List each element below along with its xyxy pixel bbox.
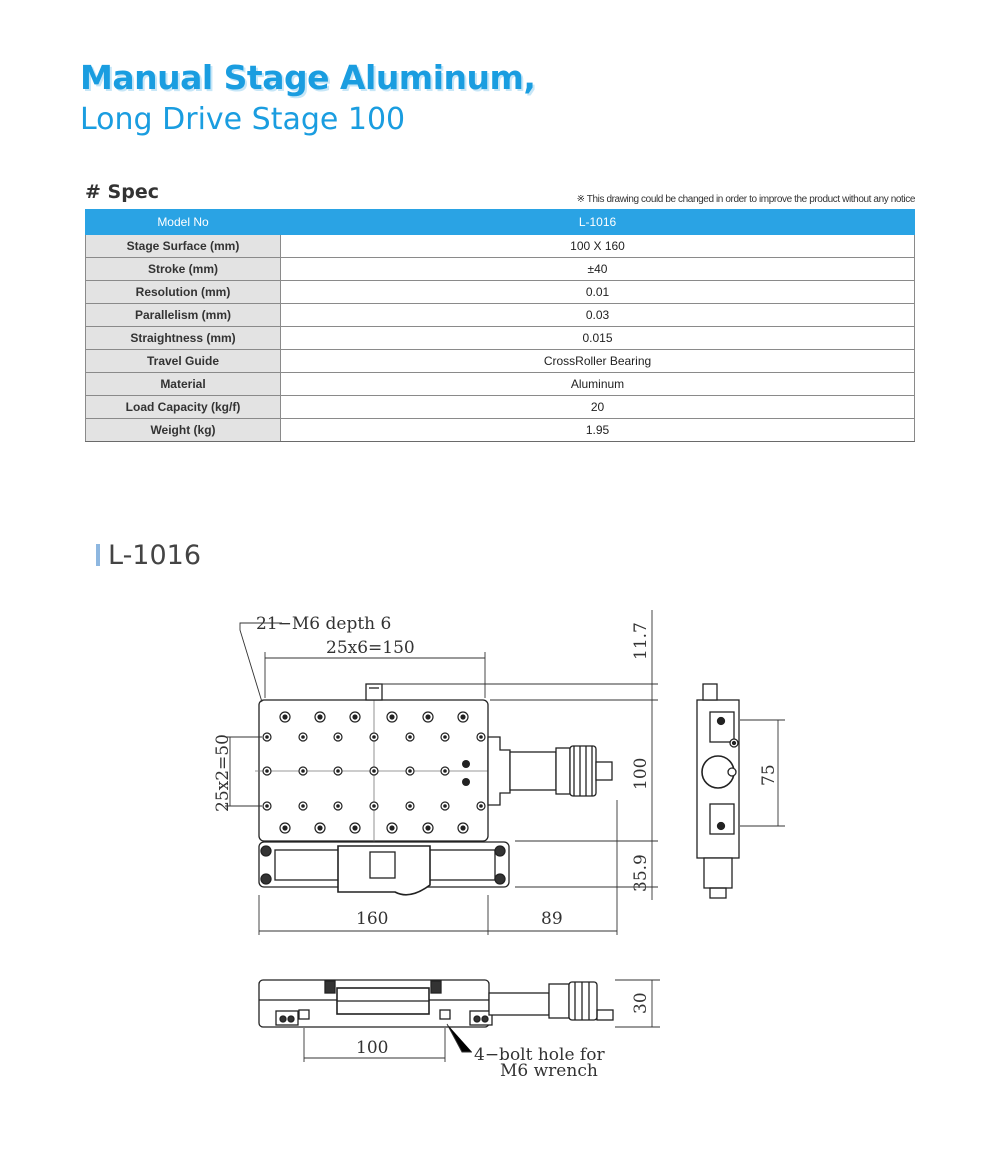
table-row [86, 304, 915, 327]
spec-label: Straightness (mm) [86, 327, 281, 350]
table-row [86, 419, 915, 442]
dim-75: 75 [759, 764, 779, 786]
spec-label: Stage Surface (mm) [86, 235, 281, 258]
table-row [86, 258, 915, 281]
dim-bolt-line1: 4−bolt hole for [474, 1045, 605, 1065]
table-row [86, 373, 915, 396]
dim-35-9: 35.9 [631, 854, 651, 892]
spec-value: Aluminum [281, 373, 915, 396]
dim-89: 89 [541, 909, 563, 929]
spec-label: Stroke (mm) [86, 258, 281, 281]
spec-label: Load Capacity (kg/f) [86, 396, 281, 419]
table-row [86, 235, 915, 258]
dim-160: 160 [356, 909, 389, 929]
spec-header-label: Model No [86, 210, 281, 235]
spec-value: 0.03 [281, 304, 915, 327]
heading-accent-bar [96, 544, 100, 566]
spec-label: Parallelism (mm) [86, 304, 281, 327]
dim-pitch-x: 25x6=150 [326, 638, 415, 658]
spec-header-row [86, 210, 915, 235]
spec-value: 100 X 160 [281, 235, 915, 258]
top-view [255, 684, 612, 895]
spec-value: 0.01 [281, 281, 915, 304]
page-title: Manual Stage Aluminum, [80, 58, 536, 97]
spec-value: 1.95 [281, 419, 915, 442]
spec-header-value: L-1016 [281, 210, 915, 235]
dim-pitch-y: 25x2=50 [213, 734, 233, 812]
spec-value: 0.015 [281, 327, 915, 350]
dim-100-side: 100 [631, 757, 651, 790]
spec-value: 20 [281, 396, 915, 419]
spec-notice: ※ This drawing could be changed in order to improve the product without any notice [576, 194, 915, 205]
dim-holes: 21−M6 depth 6 [256, 614, 392, 634]
spec-value: CrossRoller Bearing [281, 350, 915, 373]
spec-table [85, 209, 915, 442]
dim-bolt-line2: M6 wrench [500, 1061, 598, 1081]
spec-label: Travel Guide [86, 350, 281, 373]
spec-label: Resolution (mm) [86, 281, 281, 304]
front-view [259, 980, 613, 1027]
table-row [86, 327, 915, 350]
model-heading [96, 540, 201, 571]
dim-11-7: 11.7 [631, 622, 651, 660]
technical-drawing [0, 600, 1000, 1175]
page-subtitle: Long Drive Stage 100 [80, 102, 406, 137]
side-view [697, 684, 739, 898]
table-row [86, 350, 915, 373]
dim-100-bottom: 100 [356, 1038, 389, 1058]
spec-label: Weight (kg) [86, 419, 281, 442]
spec-value: ±40 [281, 258, 915, 281]
table-row [86, 281, 915, 304]
dim-30: 30 [631, 992, 651, 1014]
model-heading-label: L-1016 [108, 540, 202, 571]
spec-label: Material [86, 373, 281, 396]
table-row [86, 396, 915, 419]
spec-heading: # Spec [85, 181, 159, 203]
